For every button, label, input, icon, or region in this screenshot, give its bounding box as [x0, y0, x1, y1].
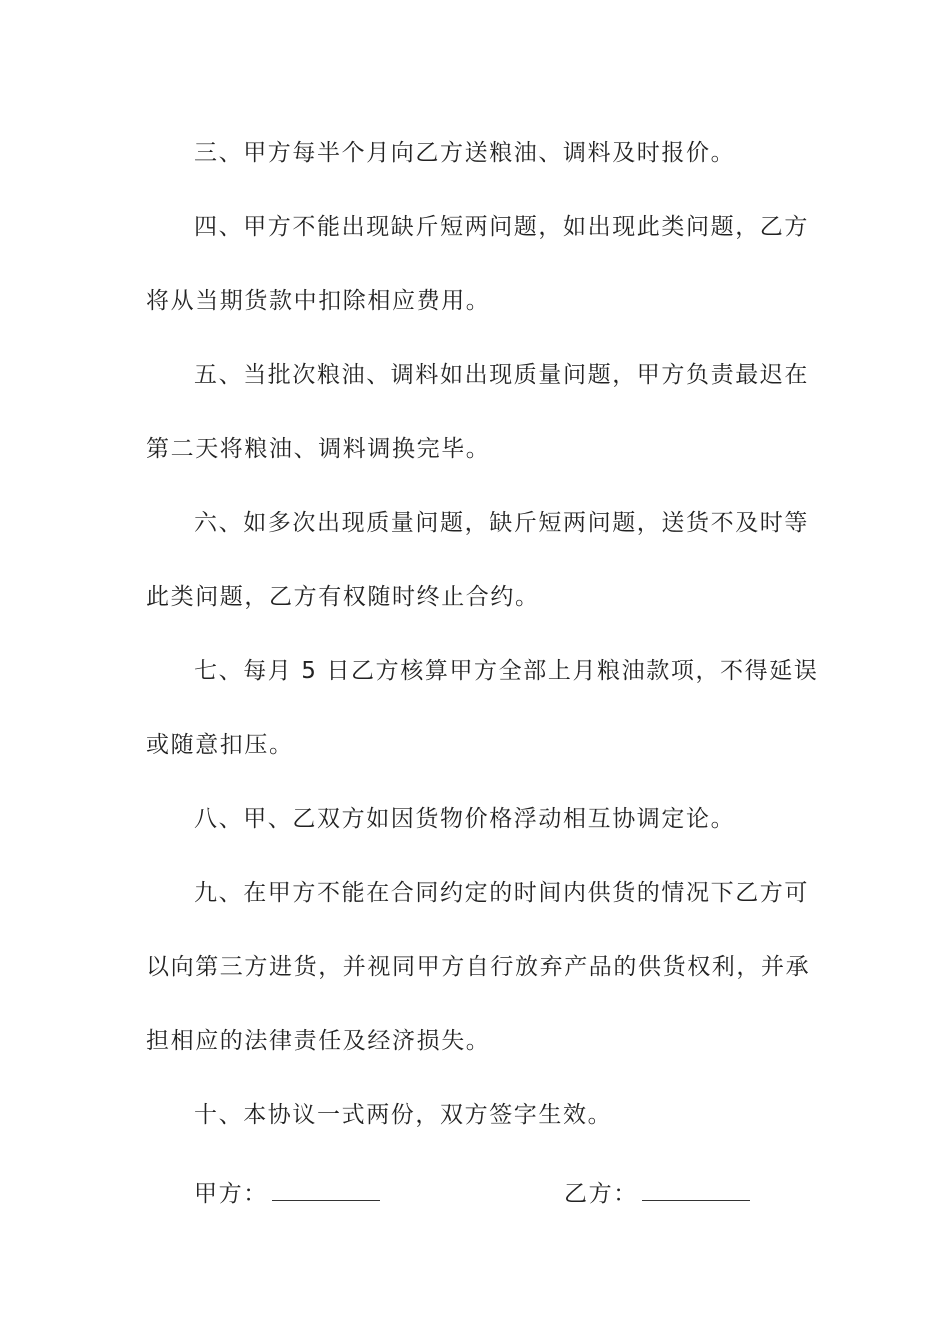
clause-8-line-1: 八、甲、乙双方如因货物价格浮动相互协调定论。	[194, 806, 736, 832]
clause-7-line-1: 七、每月 5 日乙方核算甲方全部上月粮油款项，不得延误	[194, 658, 819, 684]
party-b-label: 乙方：	[564, 1181, 638, 1207]
clause-9-line-3: 担相应的法律责任及经济损失。	[146, 1028, 491, 1054]
clause-9-line-2: 以向第三方进货，并视同甲方自行放弃产品的供货权利，并承	[146, 954, 811, 980]
clause-10-line-1: 十、本协议一式两份，双方签字生效。	[194, 1102, 613, 1128]
clause-6-line-2: 此类问题，乙方有权随时终止合约。	[146, 584, 540, 610]
party-a-signature-blank	[272, 1178, 380, 1201]
clause-7-line-2: 或随意扣压。	[146, 732, 294, 758]
party-a-signature	[194, 1178, 380, 1209]
clause-4-line-2: 将从当期货款中扣除相应费用。	[146, 288, 491, 314]
clause-6-line-1: 六、如多次出现质量问题，缺斤短两问题，送货不及时等	[194, 510, 809, 536]
party-b-signature	[564, 1178, 750, 1209]
party-b-signature-blank	[642, 1178, 750, 1201]
clause-9-line-1: 九、在甲方不能在合同约定的时间内供货的情况下乙方可	[194, 880, 809, 906]
clause-5-line-1: 五、当批次粮油、调料如出现质量问题，甲方负责最迟在	[194, 362, 809, 388]
clause-3-line-1: 三、甲方每半个月向乙方送粮油、调料及时报价。	[194, 140, 736, 166]
clause-5-line-2: 第二天将粮油、调料调换完毕。	[146, 436, 491, 462]
clause-4-line-1: 四、甲方不能出现缺斤短两问题，如出现此类问题，乙方	[194, 214, 809, 240]
party-a-label: 甲方：	[194, 1181, 268, 1207]
